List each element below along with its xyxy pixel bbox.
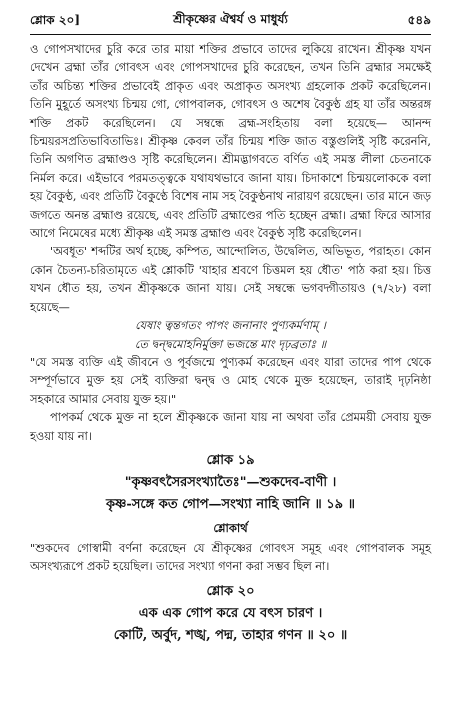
page-header (30, 0, 431, 30)
header-page-number: ৫৪৯ (407, 13, 431, 27)
sloka-19-translation-title: শ্লোকার্থ (213, 521, 248, 536)
purport-paragraph-1: ও গোপসখাদের চুরি করে তার মায়া শক্তির প্রভাবে তাদের লুকিয়ে রাখেন। শ্রীকৃষ্ণ যখন দেখেন ব্রহ্মা তাঁর গোবৎস এবং গোপসখাদের চুরি করেছেন, তখন তিনি ব্রহ্মার সমক্ষেই তাঁর অচিন্ত্য শক্তির প্রভাবেই প্রাকৃত এবং অপ্রাকৃত অসংখ্য গ্রহলোক প্রকট করেছিলেন। তিনি মুহূর্তে অসংখ্য চিন্ময় গো, গোপবালক, গোবৎস ও অশেষ বৈকুণ্ঠ গ্রহ যা তাঁর অন্তরঙ্গ শক্তি প্রকট করেছিলেন। যে সম্বন্ধে ব্রহ্ম-সংহিতায় বলা হয়েছে— আনন্দ চিন্ময়রসপ্রতিভাবিতাভিঃ। শ্রীকৃষ্ণ কেবল তাঁর চিন্ময় শক্তি জাত বস্তুগুলিই সৃষ্টি করেননি, তিনি অগণিত ব্রহ্মাণ্ডও সৃষ্টি করেছিলেন। শ্রীমদ্ভাগবতে বর্ণিত এই সমস্ত লীলা চেতনাকে নির্মল করে। এইভাবে পরমতত্ত্বকে যথাযথভাবে জানা যায়। চিদাকাশে চিন্ময়লোককে বলা হয় বৈকুণ্ঠ, এবং প্রতিটি বৈকুণ্ঠে বিশেষ নাম সহ বৈকুণ্ঠনাথ নারায়ণ রয়েছেন। তার মানে জড় জগতে অনন্ত ব্রহ্মাণ্ড রয়েছে, এবং প্রতিটি ব্রহ্মাণ্ডের পতি হচ্ছেন ব্রহ্মা। ব্রহ্মা ফিরে আসার আগে নিমেষের মধ্যে শ্রীকৃষ্ণ এই সমস্ত ব্রহ্মাণ্ড এবং বৈকুণ্ঠ সৃষ্টি করেছিলেন। (30, 43, 431, 241)
sloka-19-title: শ্লোক ১৯ (206, 452, 255, 468)
sloka-19-line-2: কৃষ্ণ-সঙ্গে কত গোপ—সংখ্যা নাহি জানি ॥ ১৯ ॥ (106, 497, 355, 513)
page-body (30, 41, 431, 647)
closing-paragraph: পাপকর্ম থেকে মুক্ত না হলে শ্রীকৃষ্ণকে জানা যায় না অথবা তাঁর প্রেমময়ী সেবায় যুক্ত হওয়া যায় না। (30, 411, 431, 443)
gita-verse-line-2: তে দ্বন্দ্বমোহনির্মুক্তা ভজন্তে মাং দৃঢ়ব্রতাঃ ॥ (134, 337, 327, 351)
header-chapter-title: শ্রীকৃষ্ণের ঐশ্বর্য ও মাধুর্য্য (173, 12, 288, 26)
sloka-20-line-1: এক এক গোপ করে যে বৎস চারণ । (138, 605, 323, 621)
purport-paragraph-2: 'অবধূত' শব্দটির অর্থ হচ্ছে, কম্পিত, আন্দোলিত, উদ্বেলিত, অভিভূত, পরাহত। কোন কোন চৈতন্য-চরিতামৃতে এই শ্লোকটি 'যাহার শ্রবণে চিত্তমল হয় ধৌত' পাঠ করা হয়। চিত্ত যখন ধৌত হয়, তখন শ্রীকৃষ্ণকে জানা যায়। সেই সম্বন্ধে ভগবদ্গীতায়ও (৭/২৮) বলা হয়েছে— (30, 245, 431, 314)
sloka-19-line-1: "কৃষ্ণবৎসৈরসংখ্যাতৈঃ"—শুকদেব-বাণী । (124, 475, 337, 491)
gita-translation: "যে সমস্ত ব্যক্তি এই জীবনে ও পূর্বজন্মে পুণ্যকর্ম করেছেন এবং যারা তাদের পাপ থেকে সম্পূর্ণভাবে মুক্ত হয় সেই ব্যক্তিরা দ্বন্দ্ব ও মোহ থেকে মুক্ত হয়েছেন, তারাই দৃঢ়নিষ্ঠা সহকারে আমার সেবায় যুক্ত হয়।" (30, 355, 431, 406)
header-sloka-ref: শ্লোক ২০] (30, 13, 81, 27)
sloka-20-title: শ্লোক ২০ (206, 583, 255, 599)
header-rule (30, 34, 431, 35)
sloka-19-translation: "শুকদেব গোস্বামী বর্ণনা করেছেন যে শ্রীকৃষ্ণের গোবৎস সমূহ এবং গোপবালক সমূহ অসংখ্যরূপে প্রকট হয়েছিল। তাদের সংখ্যা গণনা করা সম্ভব ছিল না। (30, 541, 431, 574)
gita-verse-line-1: যেষাং ত্বন্তগতং পাপং জনানাং পুণ্যকর্মণাম্ । (135, 319, 326, 333)
sloka-20-line-2: কোটি, অর্বুদ, শঙ্খ, পদ্ম, তাহার গণন ॥ ২০ ॥ (113, 627, 348, 643)
